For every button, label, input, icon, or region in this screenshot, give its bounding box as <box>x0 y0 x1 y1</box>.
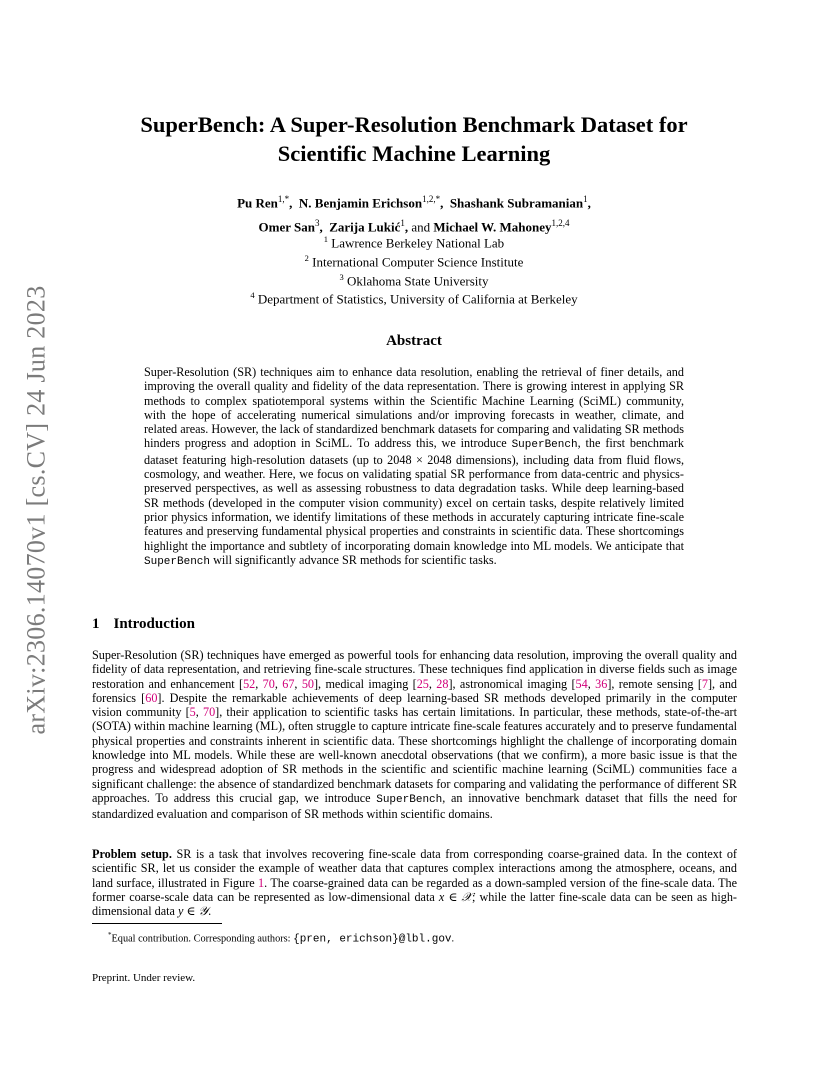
figure-reference-link[interactable]: 1 <box>258 875 265 890</box>
body-text: ], medical imaging [ <box>314 676 417 691</box>
body-text: . <box>208 904 212 919</box>
author-line-1: Pu Ren$^{1,*}$, N. Benjamin Erichson$^{1,2,*}$, Shashank Subramanian$^1$, <box>237 194 591 211</box>
affiliation-list <box>90 232 738 307</box>
affiliation-item <box>90 232 738 251</box>
arxiv-identifier-stamp <box>14 285 60 735</box>
math-inline: x ∈ 𝒳 <box>438 889 472 904</box>
code-name: SuperBench <box>511 439 578 452</box>
author-affil-sup: 3 <box>314 218 320 229</box>
citation-link[interactable]: 5 <box>189 705 196 720</box>
body-text: ], astronomical imaging [ <box>448 676 576 691</box>
body-text: ], their application to scientific tasks has certain limitations. In particular, these methods, state-of-the-art (SOTA) within machine learning (ML), often struggle to capture intricate fine-scale features accurately and to preserve fundamental physical properties and constraints inherent in scientific data. These shortcomings highlight the challenge of incorporating domain knowledge into ML models. While these are well-known anecdotal observations (that we confirm), a more basic issue is that the progress and widespread adoption of SR methods in the scientific and scientific machine learning (SciML) communities face a significant challenge: the absence of standardized benchmark datasets for comparing and validating the performance of different SR approaches. To address this crucial gap, we introduce <box>92 705 737 805</box>
footnote-text-end: . <box>451 933 455 945</box>
abstract-heading: Abstract <box>386 333 442 349</box>
author-affil-sup: 1,2,4 <box>551 218 570 229</box>
author-name: Pu Ren <box>237 195 278 211</box>
section-heading-introduction <box>92 616 195 633</box>
body-text: ], and forensics [ <box>92 676 738 705</box>
abstract-text: , the first benchmark dataset featuring high-resolution datasets (up to 2048 × 2048 dimensions), including data from fluid flows, cosmology, and weather. Here, we focus on validating spatial SR performance from data-centric and physics-preserved perspectives, as well as assessing robustness to data degradation tasks. While deep learning-based SR methods (developed in the computer vision community) excel on certain tasks, despite relatively limited prior physics information, we identify limitations of these methods in accurately capturing intricate fine-scale features and preserving fundamental physical properties and constraints in scientific data. These shortcomings highlight the importance and subtlety of incorporating domain knowledge into ML models. We anticipate that <box>144 436 684 553</box>
introduction-paragraph: Super-Resolution (SR) techniques have emerged as powerful tools for enhancing data resolution, improving the overall quality and fidelity of data representation, and retrieving fine-scale structures. These techniques find application in diverse fields such as image restoration and enhancement [52, 70, 67, 50], medical imaging [25, 28], astronomical imaging [54, 36], remote sensing [7], and forensics [60]. Despite the remarkable achievements of deep learning-based SR methods developed primarily in the computer vision community [5, 70], their application to scientific tasks has certain limitations. In particular, these methods, state-of-the-art (SOTA) within machine learning (ML), often struggle to capture intricate fine-scale features accurately and to preserve fundamental physical properties and constraints inherent in scientific data. These shortcomings highlight the challenge of incorporating domain knowledge into ML models. While these are well-known anecdotal observations (that we confirm), a more basic issue is that the progress and widespread adoption of SR methods in the scientific and scientific machine learning (SciML) communities face a significant challenge: the absence of standardized benchmark datasets for comparing and validating the performance of different SR approaches. To address this crucial gap, we introduce SuperBench, an innovative benchmark dataset that fills the need for standardized evaluation and comparison of SR methods within scientific domains. <box>92 648 738 822</box>
affiliation-number: 4 <box>250 290 255 301</box>
affiliation-name: Department of Statistics, University of California at Berkeley <box>257 291 578 307</box>
footnote <box>108 929 454 946</box>
affiliation-name: International Computer Science Institute <box>312 254 524 270</box>
affiliation-item <box>90 270 738 289</box>
body-text: ], remote sensing [ <box>607 676 702 691</box>
citation-link[interactable]: 52 <box>243 676 256 691</box>
author-affil-sup: 1 <box>583 194 588 204</box>
body-text: , an innovative benchmark dataset that fills the need for standardized evaluation and comparison of SR methods within scientific domains. <box>92 790 737 822</box>
affiliation-item <box>90 288 738 307</box>
preprint-notice: Preprint. Under review. <box>92 972 196 984</box>
author-name: Shashank Subramanian <box>449 195 584 211</box>
affiliation-number: 3 <box>339 271 344 282</box>
citation-link[interactable]: 36 <box>595 676 608 691</box>
citation-link[interactable]: 70 <box>202 705 216 720</box>
code-name: SuperBench <box>376 793 443 806</box>
footnote-mark: * <box>108 931 112 939</box>
citation-link[interactable]: 7 <box>701 676 708 691</box>
citation-link[interactable]: 54 <box>575 676 588 691</box>
abstract-text: will significantly advance SR methods for scientific tasks. <box>210 552 497 567</box>
author-conjunction: and <box>411 219 431 235</box>
citation-link[interactable]: 50 <box>301 676 314 691</box>
abstract-body <box>144 365 684 569</box>
code-name: SuperBench <box>144 555 211 568</box>
citation-link[interactable]: 70 <box>262 676 275 691</box>
footnote-rule <box>92 923 222 924</box>
arxiv-stamp-text: arXiv:2306.14070v1 [cs.CV] 24 Jun 2023 <box>22 285 52 735</box>
section-title: Introduction <box>113 616 195 632</box>
problem-setup-paragraph <box>92 847 737 918</box>
paragraph-lead: Problem setup. <box>92 847 172 861</box>
section-number: 1 <box>92 616 100 632</box>
citation-link[interactable]: 67 <box>282 676 295 691</box>
author-name: Zarija Lukić <box>329 219 401 235</box>
affiliation-number: 1 <box>323 234 329 244</box>
abstract-text: Super-Resolution (SR) techniques aim to enhance data resolution, enabling the retrieval of finer details, and improving the overall quality and fidelity of the data representation. There is growing interest in applying SR methods to complex spatiotemporal systems within the Scientific Machine Learning (SciML) community, with the hope of accelerating numerical simulations and/or improving forecasts in weather, climate, and related areas. However, the lack of standardized benchmark datasets for comparing and validating SR methods hinders progress and adoption in SciML. To address this, we introduce <box>144 365 684 451</box>
body-text: ; while the latter fine-scale data can be seen as high-dimensional data <box>92 889 737 919</box>
body-text: Super-Resolution (SR) techniques have emerged as powerful tools for enhancing data resolution, improving the overall quality and fidelity of data representation, and retrieving fine-scale structures. These techniques find application in diverse fields such as image restoration and enhancement [ <box>92 648 737 691</box>
math-inline: y ∈ 𝒴 <box>177 904 209 919</box>
author-name: N. Benjamin Erichson <box>298 195 423 211</box>
title-line-2: Scientific Machine Learning <box>277 141 551 166</box>
author-list <box>90 189 738 238</box>
affiliation-name: Lawrence Berkeley National Lab <box>331 235 505 251</box>
author-line-2: Omer San$^3$, Zarija Lukić$^1$, and Michael W. Mahoney$^{1,2,4}$ <box>258 218 570 235</box>
author-name: Omer San <box>258 219 315 235</box>
body-text: ]. Despite the remarkable achievements of deep learning-based SR methods developed primarily in the computer vision community [ <box>92 690 737 720</box>
citation-link[interactable]: 60 <box>145 690 158 705</box>
title-line-1: SuperBench: A Super-Resolution Benchmark Dataset for <box>140 112 688 137</box>
body-text: SR is a task that involves recovering fine-scale data from corresponding coarse-grained data. In the context of scientific SR, let us consider the example of weather data that captures complex interactions among the atmosphere, oceans, and land surface, illustrated in Figure <box>92 847 737 890</box>
footnote-text: Equal contribution. Corresponding authors: <box>111 933 294 945</box>
affiliation-number: 2 <box>304 252 309 263</box>
affiliation-item <box>90 251 738 270</box>
citation-link[interactable]: 28 <box>436 676 449 691</box>
author-affil-sup: 1,* <box>277 194 290 204</box>
paper-title <box>90 110 738 168</box>
author-affil-sup: 1,2,* <box>422 194 441 204</box>
affiliation-name: Oklahoma State University <box>346 272 489 288</box>
author-name: Michael W. Mahoney <box>433 219 552 235</box>
email-addresses: {pren, erichson}@lbl.gov <box>293 933 452 946</box>
body-text: . The coarse-grained data can be regarded as a down-sampled version of the fine-scale data. The former coarse-scale data can be represented as low-dimensional data <box>92 875 738 904</box>
citation-link[interactable]: 25 <box>416 676 429 691</box>
author-affil-sup: 1 <box>400 218 405 229</box>
